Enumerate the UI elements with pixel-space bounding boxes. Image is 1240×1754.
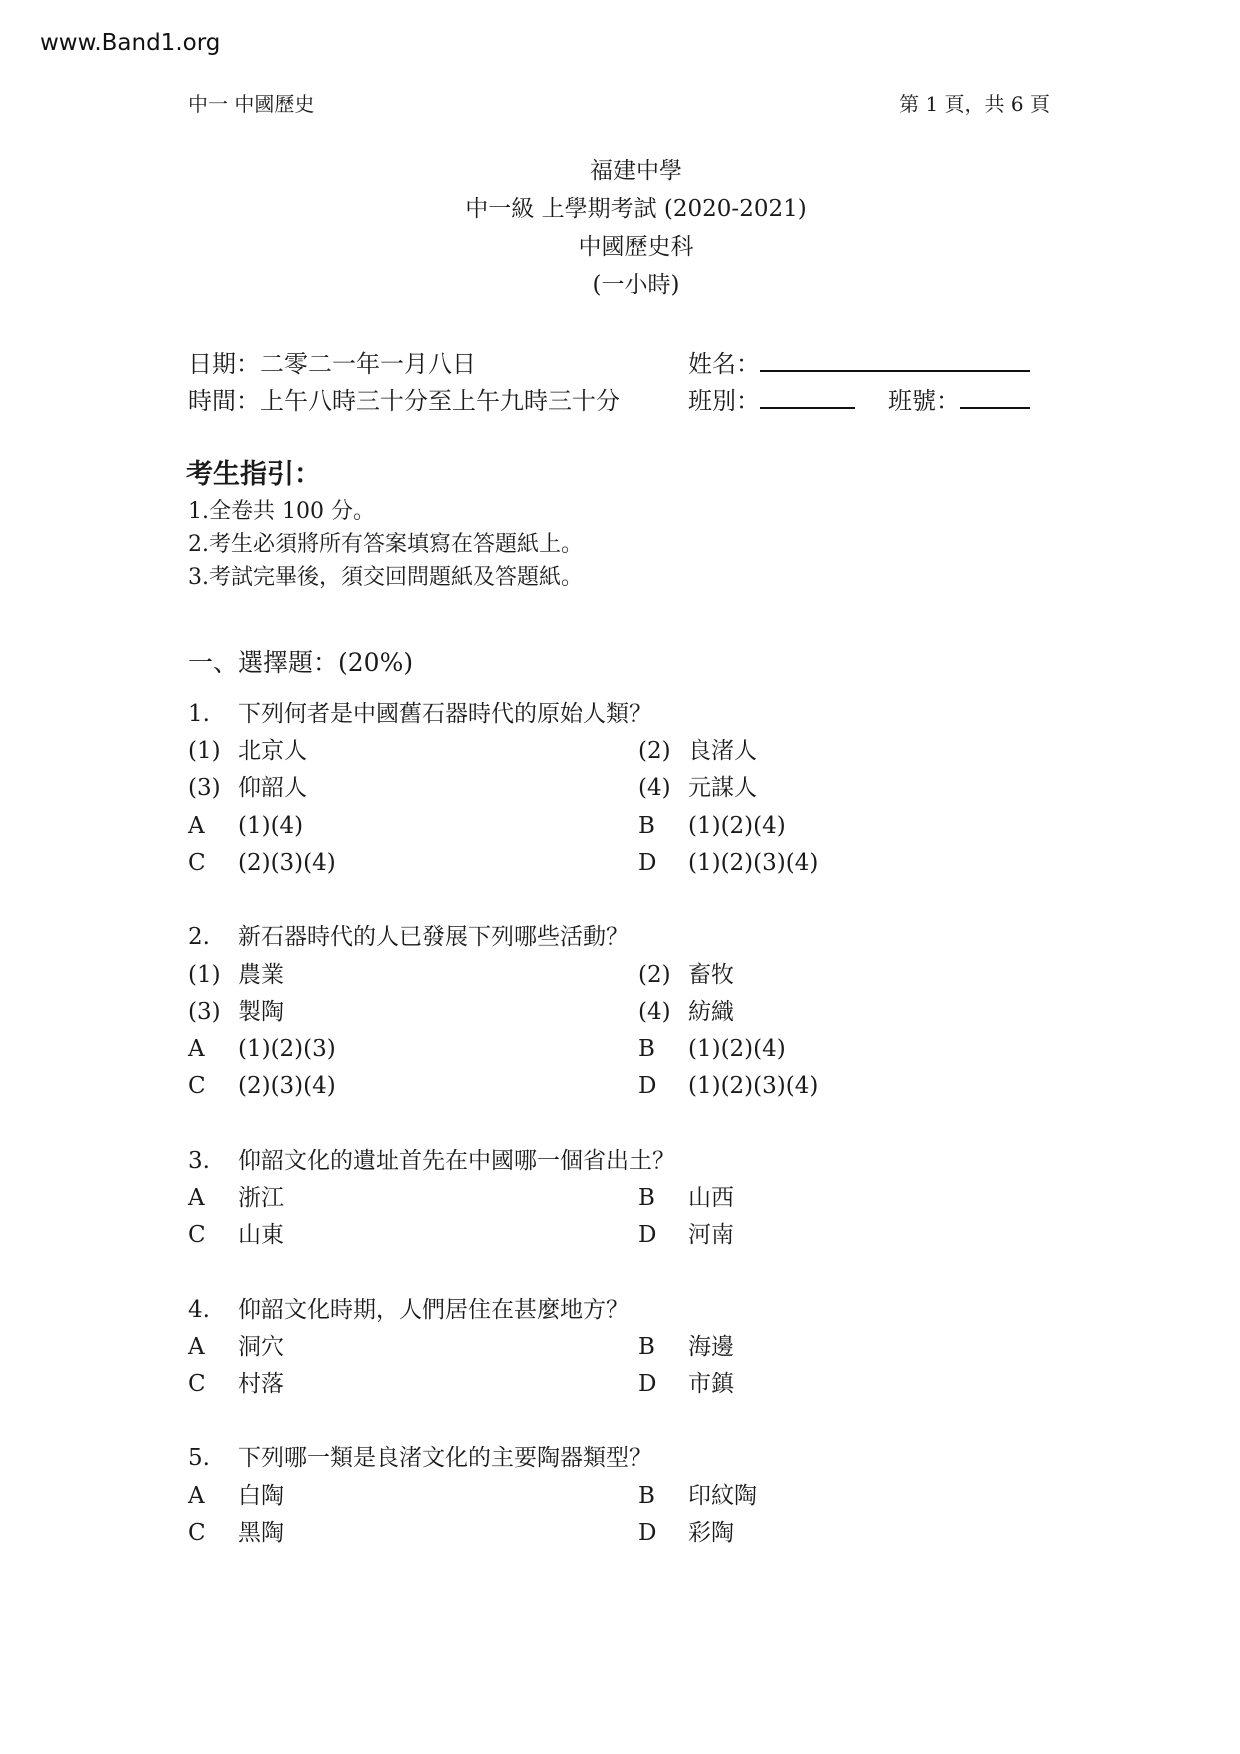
instruction-item: 2.考生必須將所有答案填寫在答題紙上。 <box>188 532 583 557</box>
name-line <box>688 344 1030 379</box>
exam-title-block <box>0 152 1240 304</box>
section-heading: 一、選擇題：(20%) <box>188 648 414 677</box>
question-number: 4. <box>188 1297 210 1323</box>
question-text: 仰韶文化的遺址首先在中國哪一個省出土？ <box>238 1148 675 1174</box>
instruction-item: 3.考試完畢後，須交回問題紙及答題紙。 <box>188 565 583 590</box>
question-number: 1. <box>188 701 210 727</box>
class-number-label: 班號： <box>888 387 960 415</box>
time-label: 時間： <box>188 387 260 415</box>
question-text: 下列何者是中國舊石器時代的原始人類？ <box>238 701 652 727</box>
header-page-number: 第 1 頁，共 6 頁 <box>899 92 1050 116</box>
question-number: 5. <box>188 1445 210 1471</box>
time-value: 上午八時三十分至上午九時三十分 <box>260 387 620 415</box>
exam-name: 中一級 上學期考試 (2020-2021) <box>465 196 807 222</box>
date-line <box>188 344 476 379</box>
name-field[interactable] <box>760 348 1030 372</box>
question-text: 下列哪一類是良渚文化的主要陶器類型？ <box>238 1445 652 1471</box>
question-text: 仰韶文化時期，人們居住在甚麼地方？ <box>238 1297 629 1323</box>
school-name: 福建中學 <box>590 158 682 184</box>
question-number: 3. <box>188 1148 210 1174</box>
class-number-field[interactable] <box>960 385 1030 409</box>
header-course: 中一 中國歷史 <box>188 92 315 116</box>
question-number: 2. <box>188 924 210 950</box>
watermark-url: www.Band1.org <box>40 30 221 56</box>
class-field[interactable] <box>760 385 855 409</box>
class-line <box>688 381 855 416</box>
instruction-item: 1.全卷共 100 分。 <box>188 499 375 524</box>
exam-duration: (一小時) <box>592 272 680 298</box>
question-text: 新石器時代的人已發展下列哪些活動？ <box>238 924 629 950</box>
date-label: 日期： <box>188 350 260 378</box>
subject-name: 中國歷史科 <box>578 234 694 260</box>
name-label: 姓名： <box>688 350 760 378</box>
time-line <box>188 381 620 416</box>
class-label: 班別： <box>688 387 760 415</box>
date-value: 二零二一年一月八日 <box>260 350 476 378</box>
class-number-line <box>888 381 1030 416</box>
instructions-heading: 考生指引： <box>186 459 321 490</box>
